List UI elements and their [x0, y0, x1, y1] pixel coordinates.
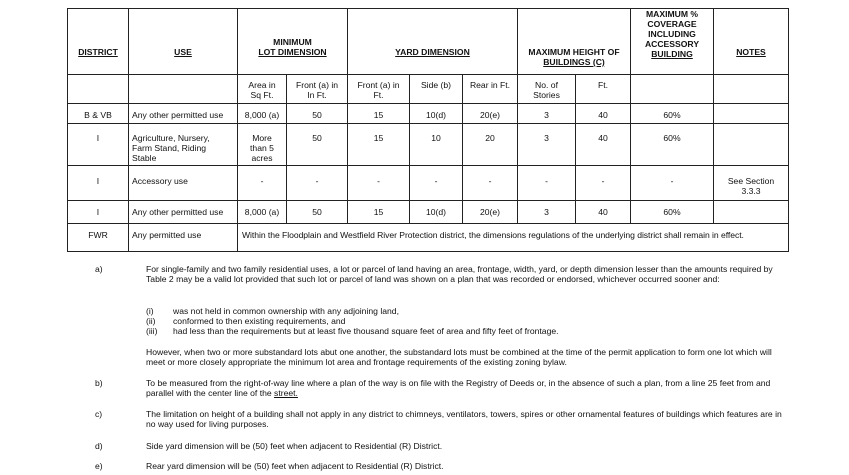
cell-fwr-text: Within the Floodplain and Westfield River Protection district, the dimensions regulations of the underlying district shall remain in effect.	[242, 230, 744, 240]
cell-stories: 3	[544, 110, 549, 120]
subheader-ft: Ft.	[597, 80, 609, 90]
cell-stories: 3	[544, 207, 549, 217]
footnote-subitem-num: (ii)	[146, 316, 156, 326]
cell-rear: 20(e)	[479, 207, 501, 217]
header-yard: YARD DIMENSION	[395, 47, 470, 57]
cell-area: -	[260, 176, 264, 186]
cell-coverage: 60%	[663, 133, 681, 143]
header-line: MAXIMUM %	[645, 9, 699, 19]
header-line: MINIMUM	[273, 37, 312, 47]
cell-use: Any other permitted use	[132, 110, 224, 120]
cell-notes: See Section 3.3.3	[727, 176, 775, 196]
table-rule	[67, 251, 789, 252]
footnote-subitem-text: was not held in common ownership with any adjoining land,	[173, 306, 399, 316]
cell-use: Any permitted use	[132, 230, 202, 240]
street-link-text: street.	[274, 387, 298, 398]
cell-front-lot: 50	[312, 110, 322, 120]
table-rule	[575, 74, 576, 224]
subheader-rear: Rear in Ft.	[469, 80, 511, 90]
header-min-lot	[238, 38, 347, 58]
cell-use: Agriculture, Nursery, Farm Stand, Riding Stable	[132, 133, 210, 163]
cell-district: FWR	[88, 230, 108, 240]
subheader-front-lot: Front (a) in In Ft.	[295, 80, 339, 100]
cell-coverage: 60%	[663, 110, 681, 120]
cell-area: 8,000 (a)	[244, 207, 280, 217]
footnote-text	[146, 379, 786, 399]
footnote-letter: e)	[95, 461, 103, 471]
header-line: COVERAGE	[647, 18, 697, 29]
footnote-letter: c)	[95, 409, 103, 419]
cell-coverage: -	[670, 176, 674, 186]
cell-side: 10	[431, 133, 441, 143]
header-notes: NOTES	[736, 47, 766, 57]
footnote-text: For single-family and two family residential uses, a lot or parcel of land having an area, frontage, width, yard, or depth dimension lesser than the amounts required by Table 2 may be a valid lot provided that such lot or parcel of land was shown on a plan that was recorded or endorsed, whichever occurred sooner and:	[146, 264, 773, 284]
cell-use: Accessory use	[132, 176, 188, 186]
header-line: BUILDING	[651, 48, 693, 59]
header-line: BUILDINGS (C)	[543, 56, 605, 67]
cell-ft: 40	[598, 133, 608, 143]
table-rule	[409, 74, 410, 224]
footnote-letter: a)	[95, 264, 103, 274]
cell-coverage: 60%	[663, 207, 681, 217]
header-max-height-label	[518, 48, 630, 68]
cell-district: I	[96, 176, 100, 186]
cell-ft: -	[601, 176, 605, 186]
footnote-subitem-num: (i)	[146, 306, 154, 316]
cell-rear: -	[488, 176, 492, 186]
cell-front-lot: 50	[312, 207, 322, 217]
subheader-side: Side (b)	[420, 80, 452, 90]
footnote-text: Rear yard dimension will be (50) feet when adjacent to Residential (R) District.	[146, 461, 444, 471]
cell-rear: 20(e)	[479, 110, 501, 120]
cell-area: 8,000 (a)	[244, 110, 280, 120]
header-line: MAXIMUM HEIGHT OF	[528, 47, 620, 57]
table-rule	[67, 200, 789, 201]
cell-rear: 20	[485, 133, 495, 143]
footnote-subitem-text: had less than the requirements but at least five thousand square feet of area and fifty feet of frontage.	[173, 326, 559, 336]
cell-front-yard: -	[377, 176, 380, 186]
cell-front-yard: 15	[373, 207, 384, 217]
footnote-letter: d)	[95, 441, 103, 451]
cell-district: B & VB	[84, 110, 112, 120]
header-use: USE	[174, 47, 192, 57]
subheader-front-yard: Front (a) in Ft.	[357, 80, 400, 100]
cell-district: I	[96, 207, 100, 217]
cell-side: -	[434, 176, 438, 186]
cell-stories: -	[545, 176, 548, 186]
header-line: ACCESSORY	[644, 38, 700, 49]
header-max-coverage	[631, 10, 713, 59]
table-rule	[67, 165, 789, 166]
cell-front-lot: -	[315, 176, 319, 186]
cell-front-yard: 15	[373, 110, 384, 120]
cell-stories: 3	[544, 133, 549, 143]
table-rule	[788, 8, 789, 252]
footnote-text: The limitation on height of a building shall not apply in any district to chimneys, ventilators, towers, spires or other ornamental features of buildings which features are in no way used for living purposes.	[146, 409, 782, 429]
table-rule	[128, 8, 129, 252]
cell-use: Any other permitted use	[132, 207, 224, 217]
cell-area: More than 5 acres	[250, 133, 274, 163]
header-district: DISTRICT	[78, 47, 118, 57]
footnote-text-body: To be measured from the right-of-way line where a plan of the way is on file with the Registry of Deeds or, in the absence of such a plan, from a line 25 feet from and parallel with the center line of the	[146, 378, 771, 398]
footnote-subitem-text: conformed to then existing requirements, and	[173, 316, 346, 326]
subheader-area: Area in Sq Ft.	[248, 80, 276, 100]
header-max-height	[518, 48, 630, 68]
table-rule	[462, 74, 463, 224]
table-rule	[67, 74, 789, 75]
subheader-stories: No. of Stories	[533, 80, 560, 100]
table-rule	[67, 223, 789, 224]
table-rule	[67, 103, 789, 104]
cell-ft: 40	[598, 110, 608, 120]
header-line: LOT DIMENSION	[258, 46, 327, 57]
cell-district: I	[96, 133, 100, 143]
cell-side: 10(d)	[425, 207, 447, 217]
cell-ft: 40	[598, 207, 608, 217]
footnote-text: Side yard dimension will be (50) feet when adjacent to Residential (R) District.	[146, 441, 443, 451]
cell-side: 10(d)	[425, 110, 447, 120]
footnote-text: However, when two or more substandard lots abut one another, the substandard lots must be combined at the time of the permit application to form one lot which will meet or more closely appropriate the minimum lot area and frontage requirements of the existing zoning bylaw.	[146, 347, 772, 367]
footnote-letter: b)	[95, 378, 103, 388]
cell-front-yard: 15	[373, 133, 384, 143]
table-rule	[67, 123, 789, 124]
cell-front-lot: 50	[312, 133, 322, 143]
footnote-subitem-num: (iii)	[146, 326, 158, 336]
header-min-lot-label	[238, 38, 347, 58]
header-line: INCLUDING	[648, 28, 696, 39]
